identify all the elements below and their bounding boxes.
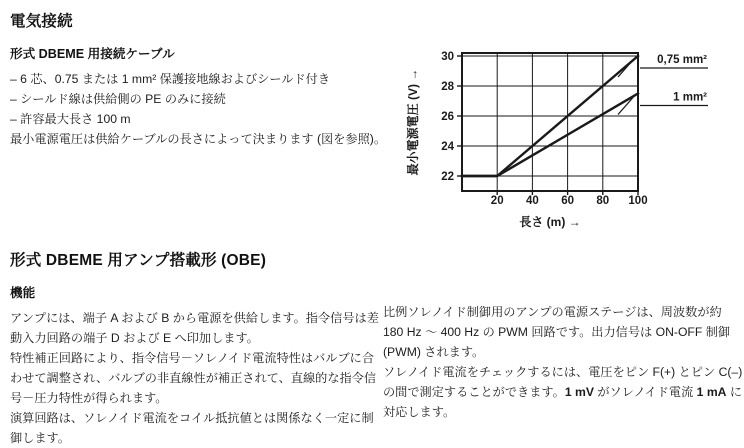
series-line	[462, 94, 638, 177]
pwm-paragraph: 比例ソレノイド制御用のアンプの電源ステージは、周波数が約 180 Hz ～ 400 Hz の PWM 回路です。出力信号は ON-OFF 制御 (PWM) されます。	[383, 305, 731, 359]
y-axis-label: 最小電源電圧 (V) →	[406, 68, 420, 176]
value-1ma: 1 mA	[696, 385, 727, 399]
y-tick-label: 28	[441, 81, 454, 94]
x-tick-label: 80	[596, 195, 610, 207]
x-axis-label: 長さ (m) →	[519, 215, 581, 229]
cable-bullet-2: – シールド線は供給側の PE のみに接続	[10, 92, 226, 106]
x-tick-label: 20	[490, 195, 504, 207]
series-label: 1 mm²	[673, 91, 707, 104]
y-tick-label: 22	[441, 171, 454, 184]
function-paragraph-1: アンプには、端子 A および B から電源を供給します。指令信号は差動入力回路の端子 D および E へ印加します。	[10, 311, 379, 345]
function-paragraph-2: 特性補正回路により、指令信号－ソレノイド電流特性はバルブに合わせて調整され、バルブの非直線性が補正されて、直線的な指令信号－圧力特性が得られます。	[10, 351, 377, 405]
x-tick-label: 100	[628, 195, 648, 207]
min-supply-voltage-chart	[404, 38, 744, 238]
series-label: 0,75 mm²	[657, 54, 707, 66]
y-tick-label: 24	[441, 141, 454, 154]
obe-section-title: 形式 DBEME 用アンプ搭載形 (OBE)	[10, 252, 267, 269]
function-column-left	[10, 282, 382, 448]
cable-bullet-3: – 許容最大長さ 100 m	[10, 112, 131, 126]
function-paragraph-3: 演算回路は、ソレノイド電流をコイル抵抗値とは関係なく一定に制御します。	[10, 411, 374, 445]
x-tick-label: 60	[561, 195, 574, 207]
y-tick-label: 26	[441, 111, 454, 124]
function-subheading: 機能	[10, 286, 36, 300]
page-title: 電気接続	[10, 13, 73, 30]
value-1mv: 1 mV	[564, 385, 594, 399]
x-tick-label: 40	[526, 195, 539, 207]
line-chart-canvas	[404, 38, 744, 238]
measure-text-before: ソレノイド電流をチェックするには、電圧をピン F(+) とピン C(–) の間で測定することができます。	[383, 365, 743, 399]
function-column-right	[383, 302, 743, 422]
y-tick-label: 30	[441, 51, 454, 64]
measure-paragraph	[383, 362, 743, 422]
measure-text-middle: がソレノイド電流	[593, 385, 697, 399]
cable-section	[10, 43, 400, 149]
measure-text-after: に対応します。	[383, 385, 743, 419]
cable-bullet-1: – 6 芯、0.75 または 1 mm² 保護接地線およびシールド付き	[10, 72, 331, 86]
cable-note: 最小電源電圧は供給ケーブルの長さによって決まります (図を参照)。	[10, 132, 387, 146]
cable-section-title: 形式 DBEME 用接続ケーブル	[10, 47, 175, 61]
